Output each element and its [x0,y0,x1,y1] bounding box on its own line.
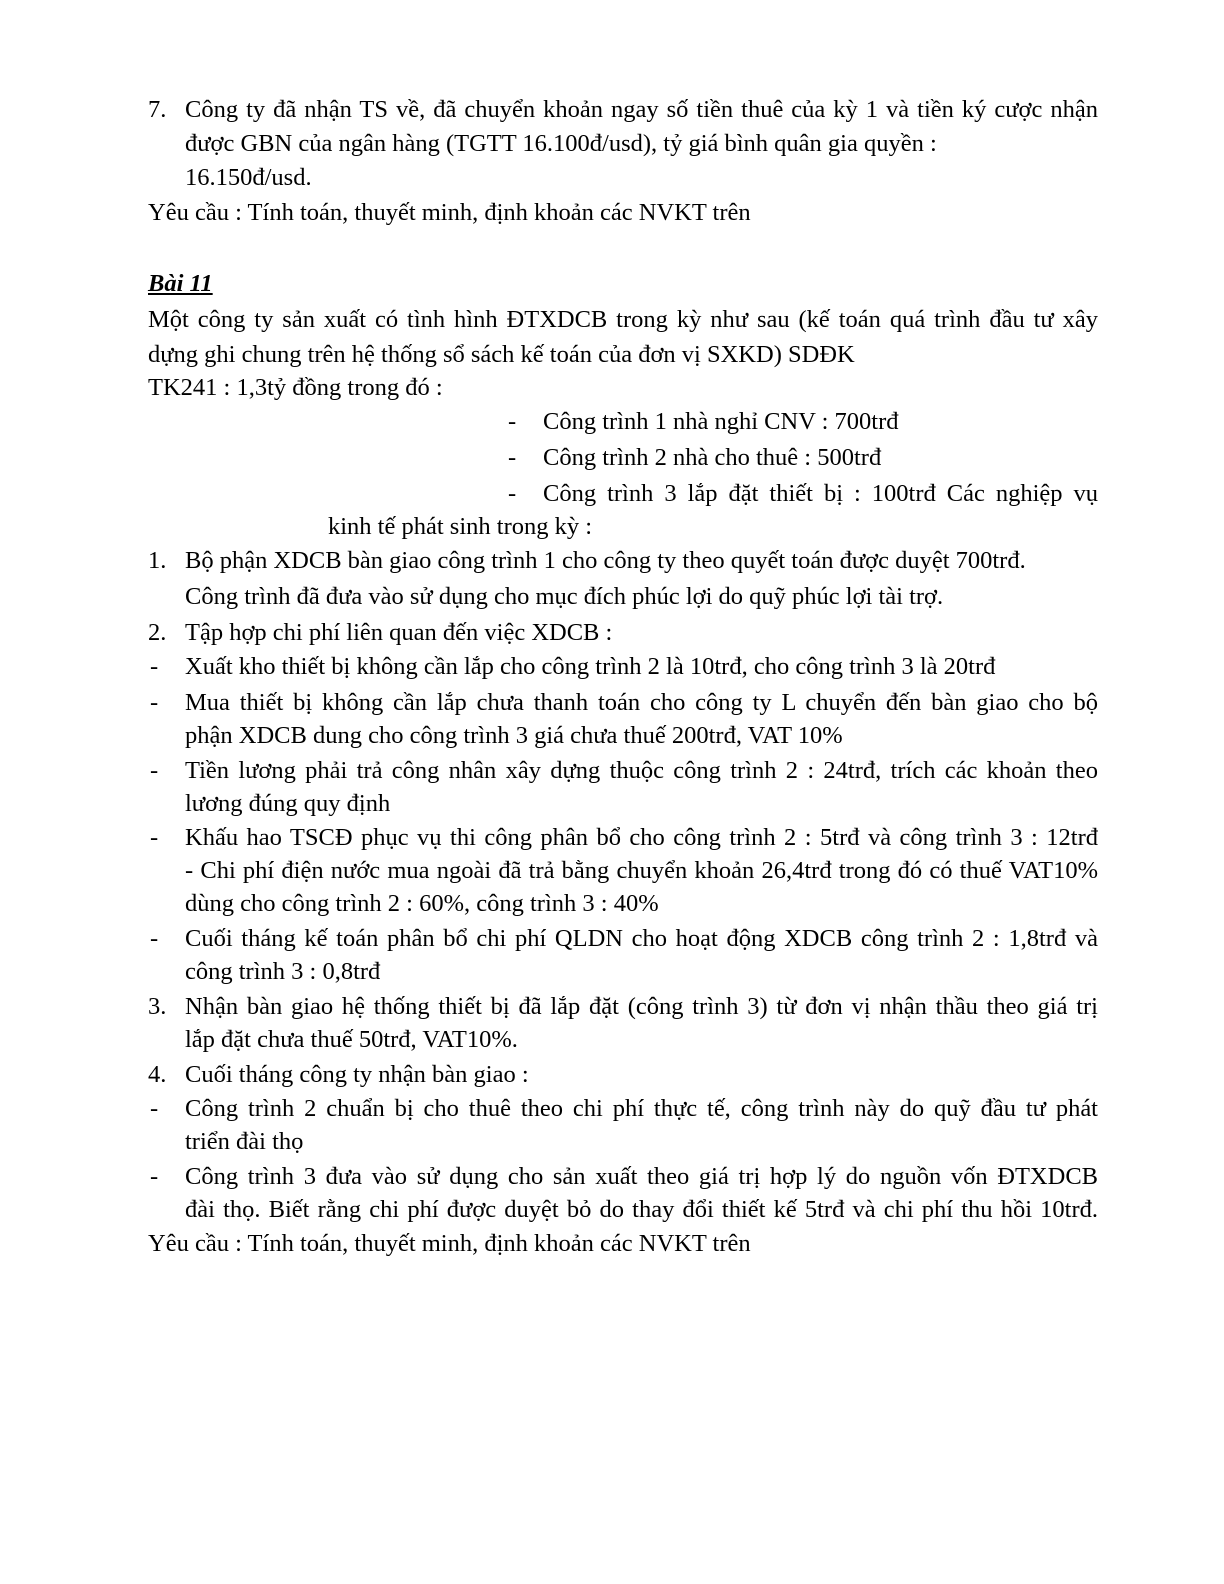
d1-text: Xuất kho thiết bị không cần lắp cho công trình 2 là 10trđ, cho công trình 3 là 20trđ [185,653,996,680]
item-7-line-2: được GBN của ngân hàng (TGTT 16.100đ/usd), tỷ giá bình quân gia quyền : [185,130,937,157]
d3-line-1: Tiền lương phải trả công nhân xây dựng thuộc công trình 2 : 24trđ, trích các khoản theo [185,757,1098,784]
d5-line-1: Cuối tháng kế toán phân bổ chi phí QLDN cho hoạt động XDCB công trình 2 : 1,8trđ và [185,925,1098,952]
d2-line-1: Mua thiết bị không cần lắp chưa thanh toán cho công ty L chuyển đến bàn giao cho bộ [185,689,1098,716]
item-1-line-2: Công trình đã đưa vào sử dụng cho mục đích phúc lợi do quỹ phúc lợi tài trợ. [185,583,944,610]
item-2-line-1: Tập hợp chi phí liên quan đến việc XDCB : [185,619,613,646]
d2-line-2: phận XDCB dung cho công trình 3 giá chưa thuế 200trđ, VAT 10% [185,722,843,749]
d5-line-2: công trình 3 : 0,8trđ [185,958,381,985]
d6-line-1: Công trình 2 chuẩn bị cho thuê theo chi phí thực tế, công trình này do quỹ đầu tư phát [185,1095,1098,1122]
item-3-line-1: Nhận bàn giao hệ thống thiết bị đã lắp đặt (công trình 3) từ đơn vị nhận thầu theo giá trị [185,993,1098,1020]
section-title: Bài 11 [148,270,213,297]
d2-dash: - [150,689,159,716]
item-7-line-3: 16.150đ/usd. [185,164,312,191]
d4-line-1: Khấu hao TSCĐ phục vụ thi công phân bổ cho công trình 2 : 5trđ và công trình 3 : 12trđ [185,824,1098,851]
ct1-text: Công trình 1 nhà nghỉ CNV : 700trđ [543,408,899,435]
item-1-line-1: Bộ phận XDCB bàn giao công trình 1 cho công ty theo quyết toán được duyệt 700trđ. [185,547,1026,574]
ct1-dash: - [508,408,517,435]
d7-dash: - [150,1163,159,1190]
ct3-continued: kinh tế phát sinh trong kỳ : [328,513,593,540]
intro-line-2: dựng ghi chung trên hệ thống sổ sách kế toán của đơn vị SXKD) SDĐK [148,341,855,368]
d6-dash: - [150,1095,159,1122]
d7-line-2: đài thọ. Biết rằng chi phí được duyệt bỏ do thay đổi thiết kế 5trđ và chi phí thu hồi 10trđ. [185,1196,1098,1223]
item-1-number: 1. [148,547,167,574]
d7-line-1: Công trình 3 đưa vào sử dụng cho sản xuất theo giá trị hợp lý do nguồn vốn ĐTXDCB [185,1163,1098,1190]
d4-line-2: - Chi phí điện nước mua ngoài đã trả bằng chuyển khoản 26,4trđ trong đó có thuế VAT10% [185,857,1098,884]
d1-dash: - [150,653,159,680]
d6-line-2: triển đài thọ [185,1128,304,1155]
d3-line-2: lương đúng quy định [185,790,391,817]
item-3-number: 3. [148,993,167,1020]
d3-dash: - [150,757,159,784]
ct3-text: Công trình 3 lắp đặt thiết bị : 100trđ Các nghiệp vụ [543,480,1098,507]
d4-dash: - [150,824,159,851]
intro-line-3: TK241 : 1,3tỷ đồng trong đó : [148,374,443,401]
d5-dash: - [150,925,159,952]
item-7-line-1: Công ty đã nhận TS về, đã chuyển khoản ngay số tiền thuê của kỳ 1 và tiền ký cược nhận [185,96,1098,123]
intro-line-1: Một công ty sản xuất có tình hình ĐTXDCB trong kỳ như sau (kế toán quá trình đầu tư xây [148,306,1098,333]
item-2-number: 2. [148,619,167,646]
item-3-line-2: lắp đặt chưa thuế 50trđ, VAT10%. [185,1026,518,1053]
requirement-2: Yêu cầu : Tính toán, thuyết minh, định khoản các NVKT trên [148,1230,751,1257]
ct2-text: Công trình 2 nhà cho thuê : 500trđ [543,444,882,471]
item-7-number: 7. [148,96,167,123]
ct3-dash: - [508,480,517,507]
ct2-dash: - [508,444,517,471]
d4-line-3: dùng cho công trình 2 : 60%, công trình 3 : 40% [185,890,659,917]
item-4-line-1: Cuối tháng công ty nhận bàn giao : [185,1061,529,1088]
requirement-1: Yêu cầu : Tính toán, thuyết minh, định khoản các NVKT trên [148,199,751,226]
item-4-number: 4. [148,1061,167,1088]
